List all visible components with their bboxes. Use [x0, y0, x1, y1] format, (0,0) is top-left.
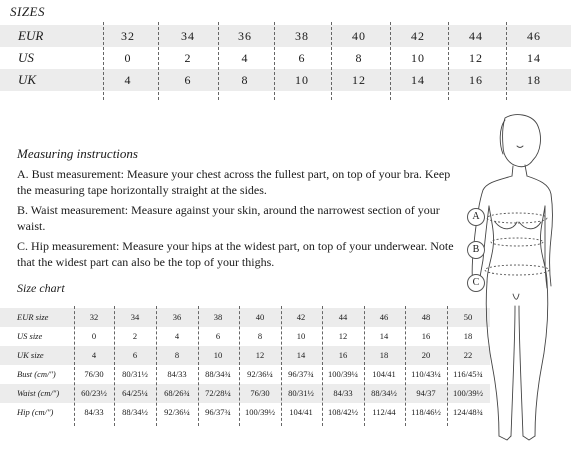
- sizes-cell: 4: [124, 73, 132, 87]
- column-divider: [274, 22, 275, 100]
- size-chart-cell: 88/34½: [371, 388, 397, 398]
- column-divider: [218, 22, 219, 100]
- column-divider: [405, 306, 406, 426]
- size-chart-cell: 6: [215, 331, 221, 341]
- sizes-cell: 0: [124, 51, 132, 65]
- size-chart-row-label: EUR size: [17, 312, 49, 322]
- size-chart-cell: 46: [379, 312, 389, 322]
- size-chart-cell: 104/41: [289, 407, 313, 417]
- column-divider: [103, 22, 104, 100]
- size-chart-cell: 50: [463, 312, 473, 322]
- size-chart-cell: 84/33: [333, 388, 353, 398]
- size-chart-row-label: UK size: [17, 350, 44, 360]
- marker-a: A: [467, 208, 485, 226]
- bust-instruction: A. Bust measurement: Measure your chest across the fullest part, on top of your bra. Keep the measuring tape horizontally straight at the sides.: [17, 167, 451, 197]
- size-chart-cell: 34: [130, 312, 140, 322]
- size-chart-row-label: Bust (cm/"): [17, 369, 56, 379]
- size-chart-cell: 124/48¾: [453, 407, 483, 417]
- size-chart-cell: 14: [296, 350, 306, 360]
- column-divider: [448, 22, 449, 100]
- size-chart-cell: 68/26¾: [164, 388, 190, 398]
- sizes-cell: 16: [469, 73, 483, 87]
- size-chart-row-label: Hip (cm/"): [17, 407, 54, 417]
- size-chart-cell: 60/23½: [81, 388, 107, 398]
- sizes-cell: 44: [469, 29, 483, 43]
- column-divider: [364, 306, 365, 426]
- column-divider: [390, 22, 391, 100]
- size-chart-cell: 110/43¼: [411, 369, 441, 379]
- size-chart-cell: 76/30: [84, 369, 104, 379]
- size-chart-cell: 44: [338, 312, 348, 322]
- column-divider: [506, 22, 507, 100]
- size-chart-cell: 18: [463, 331, 473, 341]
- size-chart-row-label: US size: [17, 331, 43, 341]
- column-divider: [114, 306, 115, 426]
- size-chart-cell: 4: [91, 350, 97, 360]
- sizes-cell: 6: [184, 73, 192, 87]
- size-chart-cell: 100/39¼: [328, 369, 358, 379]
- sizes-cell: 12: [352, 73, 366, 87]
- column-divider: [74, 306, 75, 426]
- size-chart-cell: 118/46½: [411, 407, 441, 417]
- sizes-cell: 4: [241, 51, 249, 65]
- size-chart-cell: 100/39½: [245, 407, 275, 417]
- size-chart-cell: 16: [421, 331, 431, 341]
- waist-instruction: B. Waist measurement: Measure against your skin, around the narrowest section of your waist.: [17, 203, 440, 233]
- size-chart-cell: 4: [174, 331, 180, 341]
- hip-instruction: C. Hip measurement: Measure your hips at the widest part, on top of your underwear. Note that the widest part can also be the top of your thighs.: [17, 239, 454, 269]
- size-chart-cell: 2: [132, 331, 138, 341]
- size-chart-cell: 96/37¾: [288, 369, 314, 379]
- sizes-cell: 6: [298, 51, 306, 65]
- size-chart-cell: 108/42½: [328, 407, 358, 417]
- marker-c: C: [467, 274, 485, 292]
- sizes-cell: 40: [352, 29, 366, 43]
- sizes-cell: 10: [411, 51, 425, 65]
- column-divider: [158, 22, 159, 100]
- sizes-cell: 38: [295, 29, 309, 43]
- column-divider: [198, 306, 199, 426]
- size-chart-cell: 18: [379, 350, 389, 360]
- size-chart-cell: 64/25¼: [122, 388, 148, 398]
- sizes-cell: 14: [411, 73, 425, 87]
- column-divider: [331, 22, 332, 100]
- size-chart-cell: 48: [421, 312, 431, 322]
- size-chart-cell: 88/34½: [122, 407, 148, 417]
- column-divider: [281, 306, 282, 426]
- size-chart-title: Size chart: [17, 281, 65, 295]
- size-chart-cell: 112/44: [372, 407, 396, 417]
- size-chart-cell: 104/41: [372, 369, 396, 379]
- size-chart-cell: 94/37: [416, 388, 436, 398]
- size-chart-cell: 12: [255, 350, 265, 360]
- size-chart-cell: 96/37¾: [205, 407, 231, 417]
- size-chart-cell: 10: [213, 350, 223, 360]
- sizes-cell: 14: [527, 51, 541, 65]
- size-chart-cell: 84/33: [84, 407, 104, 417]
- size-chart-cell: 0: [91, 331, 97, 341]
- size-chart-cell: 36: [172, 312, 182, 322]
- size-chart-cell: 80/31½: [122, 369, 148, 379]
- size-chart-cell: 100/39½: [453, 388, 483, 398]
- sizes-cell: 2: [184, 51, 192, 65]
- size-chart-cell: 32: [89, 312, 99, 322]
- sizes-row: [0, 47, 571, 69]
- size-chart-cell: 80/31½: [288, 388, 314, 398]
- size-chart-cell: 10: [296, 331, 306, 341]
- sizes-row-label: EUR: [18, 28, 44, 43]
- size-chart-cell: 72/28¼: [205, 388, 231, 398]
- column-divider: [447, 306, 448, 426]
- sizes-cell: 32: [121, 29, 135, 43]
- column-divider: [322, 306, 323, 426]
- size-chart-cell: 8: [174, 350, 180, 360]
- size-chart-cell: 92/36¼: [247, 369, 273, 379]
- sizes-row-label: UK: [18, 72, 37, 87]
- size-chart-cell: 22: [463, 350, 473, 360]
- sizes-cell: 10: [295, 73, 309, 87]
- size-chart-cell: 8: [257, 331, 263, 341]
- size-chart-cell: 12: [338, 331, 348, 341]
- size-chart-cell: 116/45¾: [453, 369, 483, 379]
- size-chart-cell: 14: [379, 331, 389, 341]
- size-chart-cell: 38: [213, 312, 223, 322]
- sizes-cell: 36: [238, 29, 252, 43]
- sizes-title: SIZES: [10, 4, 45, 19]
- size-chart-cell: 92/36¼: [164, 407, 190, 417]
- sizes-cell: 34: [181, 29, 195, 43]
- size-chart-row-label: Waist (cm/"): [17, 388, 60, 398]
- sizes-cell: 12: [469, 51, 483, 65]
- column-divider: [239, 306, 240, 426]
- sizes-cell: 46: [527, 29, 541, 43]
- sizes-cell: 8: [241, 73, 249, 87]
- sizes-row: [0, 25, 571, 47]
- sizes-cell: 42: [411, 29, 425, 43]
- size-chart-cell: 6: [132, 350, 138, 360]
- sizes-cell: 8: [355, 51, 363, 65]
- sizes-row: [0, 69, 571, 91]
- sizes-cell: 18: [527, 73, 541, 87]
- size-chart-cell: 76/30: [250, 388, 270, 398]
- marker-b: B: [467, 241, 485, 259]
- size-chart-cell: 84/33: [167, 369, 187, 379]
- column-divider: [156, 306, 157, 426]
- size-chart-cell: 40: [255, 312, 265, 322]
- size-chart-cell: 20: [421, 350, 431, 360]
- size-chart-cell: 16: [338, 350, 348, 360]
- size-chart-cell: 42: [296, 312, 306, 322]
- sizes-row-label: US: [18, 50, 34, 65]
- measuring-instructions-title: Measuring instructions: [17, 146, 138, 161]
- body-figure-illustration: [455, 110, 571, 451]
- size-chart-cell: 88/34¾: [205, 369, 231, 379]
